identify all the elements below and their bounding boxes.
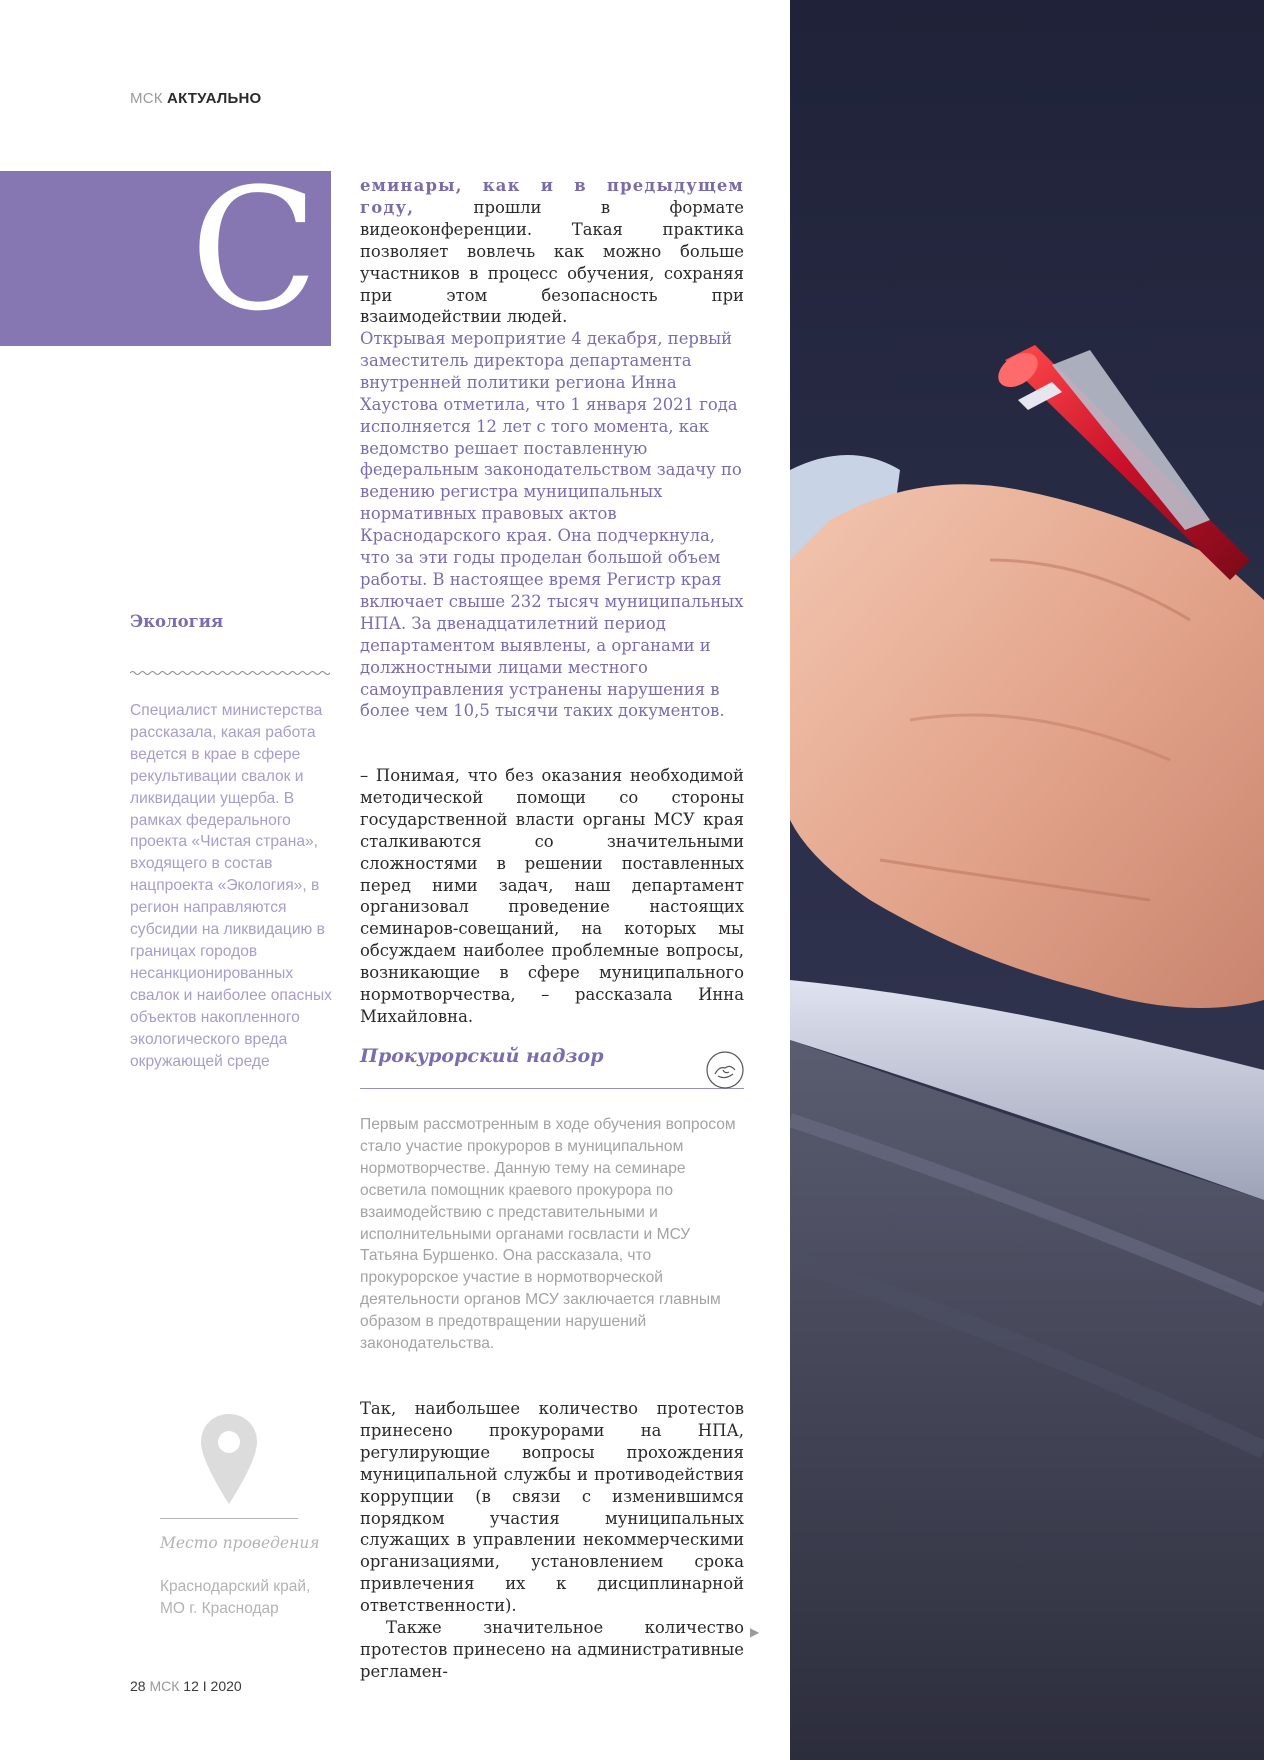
subheading: Прокурорский надзор bbox=[360, 1045, 604, 1067]
handshake-icon bbox=[705, 1050, 745, 1090]
paragraph-5-text: Так, наибольшее количество протестов принесено прокурорами на НПА, регулирующие вопросы прохождения муниципальной службы и противодействия коррупции (в связи с изменившимся порядком участия муниципальных служащих в управлении некоммерческими организациями, установлением срока привлечения их к дисциплинарной ответственности). bbox=[360, 1399, 744, 1616]
magazine-name: МСК bbox=[130, 90, 163, 107]
wavy-divider bbox=[130, 668, 330, 678]
article-paragraph-3 bbox=[360, 765, 744, 1028]
map-pin-icon bbox=[198, 1412, 260, 1508]
photo-hand-writing bbox=[790, 0, 1264, 1760]
article-paragraph-4 bbox=[360, 1114, 744, 1355]
sidebar-text: Специалист министерства рассказала, какая работа ведется в крае в сфере рекультивации свалок и ликвидации ущерба. В рамках федерального проекта «Чистая страна», входящего в состав нацпроекта «Экология», в регион направляются субсидии на ликвидацию в границах городов несанкционированных свалок и наиболее опасных объектов накопленного экологического вреда окружающей среде bbox=[130, 702, 332, 1070]
location-label: Место проведения bbox=[160, 1534, 320, 1552]
page-folio bbox=[130, 1678, 242, 1694]
location-value: Краснодарский край, МО г. Краснодар bbox=[160, 1578, 311, 1617]
issue-number: 12 bbox=[183, 1678, 199, 1694]
paragraph-3-text: – Понимая, что без оказания необходимой методической помощи со стороны государственной власти органы МСУ края сталкиваются со значительными сложностями в решении поставленных перед ними задач, наш департамент организовал проведение настоящих семинаров-совещаний, на которых мы обсуждаем наиболее проблемные вопросы, возникающие в сфере муниципального нормотворчества, – рассказала Инна Михайловна. bbox=[360, 766, 744, 1026]
running-head bbox=[130, 90, 261, 107]
paragraph-1-text: прошли в формате видеоконференции. Такая практика позволяет вовлечь как можно больше участников в процесс обучения, сохраняя при этом безопасность при взаимодействии людей. bbox=[360, 197, 744, 327]
location-rule bbox=[160, 1518, 298, 1519]
page-number: 28 bbox=[130, 1678, 146, 1694]
paragraph-4-text: Первым рассмотренным в ходе обучения вопросом стало участие прокуроров в муниципальном нормотворчестве. Данную тему на семинаре осветила помощник краевого прокурора по взаимодействию с представительными и исполнительными органами госвласти и МСУ Татьяна Буршенко. Она рассказала, что прокурорское участие в нормотворческой деятельности органов МСУ заключается главным образом в предотвращении нарушений законодательства. bbox=[360, 1116, 736, 1353]
article-paragraph-1 bbox=[360, 175, 744, 328]
subheading-rule bbox=[360, 1088, 744, 1089]
triangle-right-icon: ▶ bbox=[750, 1625, 760, 1639]
lead-in: еминары, как и в предыдущем году, bbox=[360, 176, 744, 217]
article-paragraph-2 bbox=[360, 328, 744, 722]
folio-separator: I bbox=[202, 1678, 207, 1694]
footer-magazine: МСК bbox=[149, 1678, 180, 1694]
section-name: АКТУАЛЬНО bbox=[167, 90, 262, 107]
issue-year: 2020 bbox=[210, 1678, 242, 1694]
paragraph-2-text: Открывая мероприятие 4 декабря, первый заместитель директора департамента внутренней политики региона Инна Хаустова отметила, что 1 января 2021 года исполняется 12 лет с того момента, как ведомство решает поставленную федеральным законодательством задачу по ведению регистра муниципальных нормативных правовых актов Краснодарского края. Она подчеркнула, что за эти годы проделан большой объем работы. В настоящее время Регистр края включает свыше 232 тысяч муниципальных НПА. За двенадцатилетний период департаментом выявлены, а органами и должностными лицами местного самоуправления устранены нарушения в более чем 10,5 тысячи таких документов. bbox=[360, 329, 744, 721]
photo-illustration bbox=[790, 0, 1264, 1760]
sidebar-title: Экология bbox=[130, 612, 224, 631]
article-paragraph-5 bbox=[360, 1398, 744, 1683]
dropcap-letter: С bbox=[190, 152, 319, 348]
paragraph-6-text: Также значительное количество протестов принесено на административные регламен- bbox=[360, 1618, 744, 1681]
